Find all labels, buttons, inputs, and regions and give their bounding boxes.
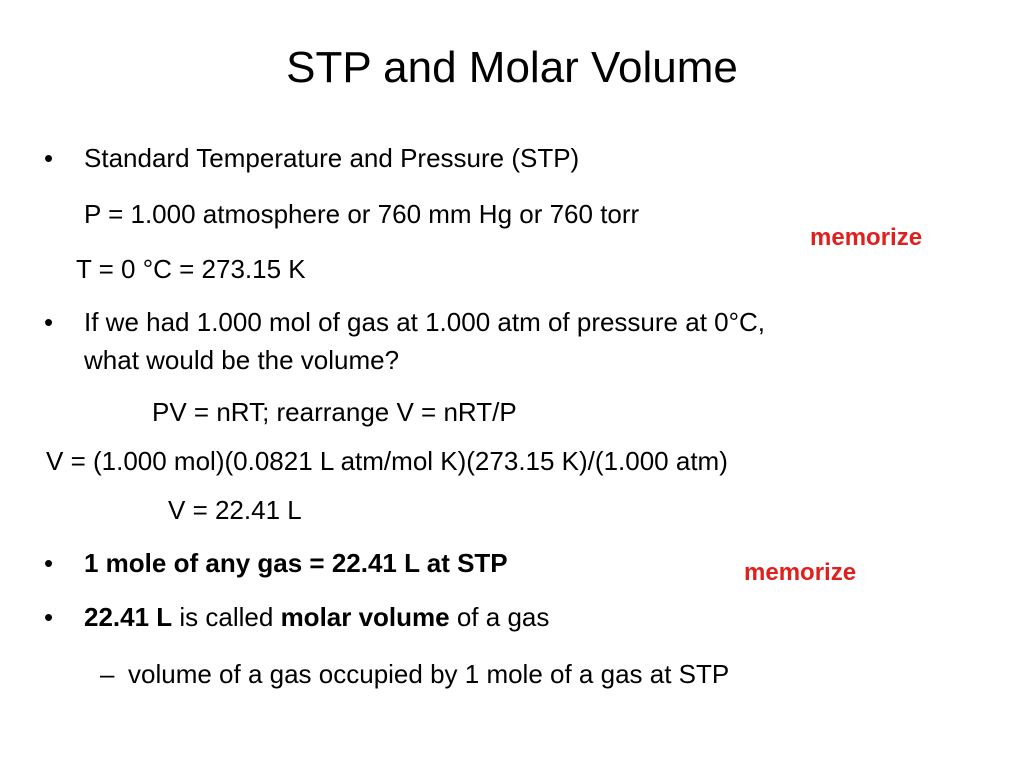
slide-title: STP and Molar Volume <box>286 43 738 92</box>
stp-heading: Standard Temperature and Pressure (STP) <box>84 143 580 173</box>
bullet-3-marker: • <box>44 548 54 578</box>
calculation-line: V = (1.000 mol)(0.0821 L atm/mol K)(273.15 K)/(1.000 atm) <box>46 446 728 476</box>
sub-bullet-marker: – <box>100 659 115 689</box>
memorize-note-2: memorize <box>744 559 857 586</box>
question-line-2: what would be the volume? <box>84 345 400 375</box>
molar-volume-connector: is called <box>172 602 281 632</box>
one-mole-statement: 1 mole of any gas = 22.41 L at STP <box>84 548 508 578</box>
molar-volume-value: 22.41 L <box>84 602 173 632</box>
sub-point-line: volume of a gas occupied by 1 mole of a gas at STP <box>128 659 730 689</box>
bullet-2-marker: • <box>44 307 54 337</box>
pressure-line: P = 1.000 atmosphere or 760 mm Hg or 760 torr <box>84 199 640 229</box>
memorize-note-1: memorize <box>810 224 923 251</box>
temperature-line: T = 0 °C = 273.15 K <box>76 254 306 284</box>
bullet-1-marker: • <box>44 143 54 173</box>
formula-line: PV = nRT; rearrange V = nRT/P <box>152 397 517 427</box>
molar-volume-tail: of a gas <box>449 602 550 632</box>
molar-volume-statement <box>84 599 549 635</box>
result-line: V = 22.41 L <box>168 495 302 525</box>
molar-volume-term: molar volume <box>280 602 450 632</box>
question-line-1: If we had 1.000 mol of gas at 1.000 atm of pressure at 0°C, <box>84 307 766 337</box>
bullet-4-marker: • <box>44 602 54 632</box>
